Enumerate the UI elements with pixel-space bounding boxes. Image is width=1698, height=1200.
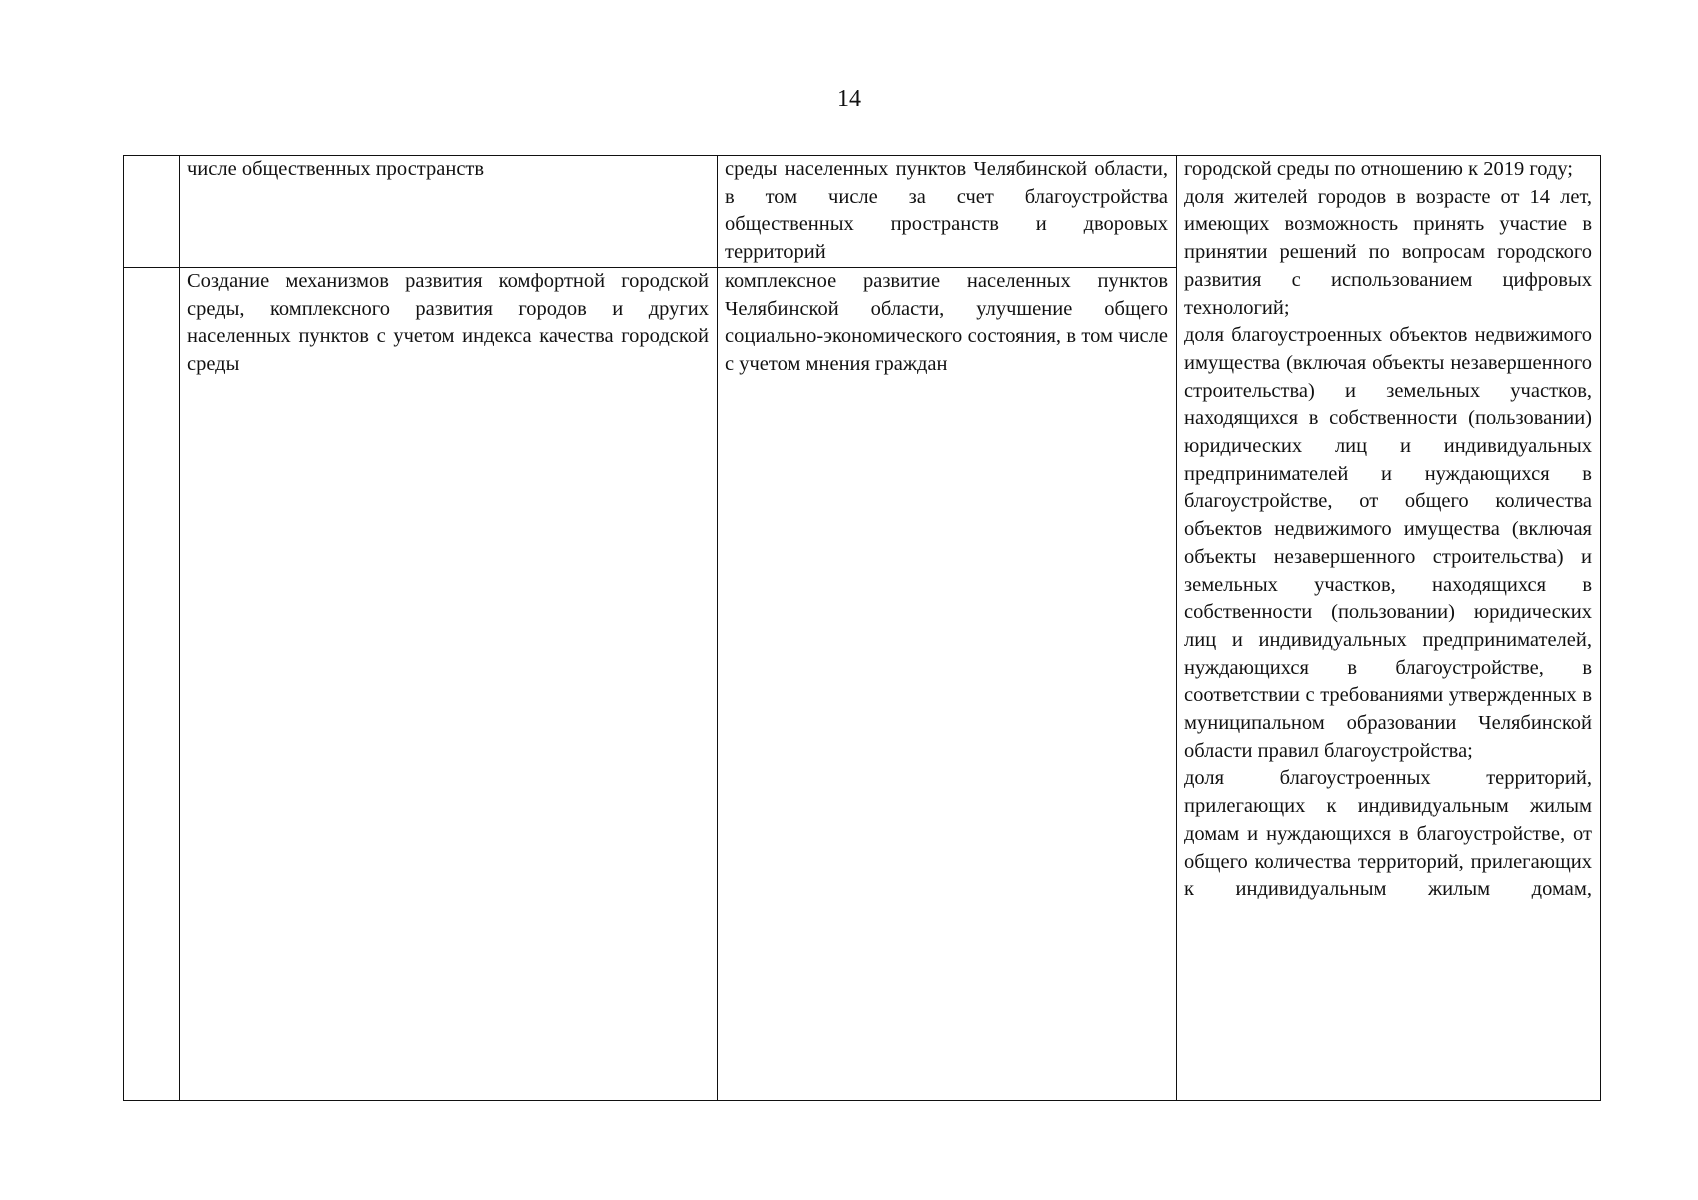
task-text: числе общественных пространств xyxy=(187,158,485,180)
task-text: Создание механизмов развития комфортной городской среды, комплексного развития городов и других населенных пунктов с учетом индекса качества городской среды xyxy=(187,269,709,375)
task-cell xyxy=(180,156,718,268)
table-row xyxy=(124,156,1601,268)
row-number-cell xyxy=(124,156,180,268)
goal-cell xyxy=(718,156,1177,268)
indicator-text: доля благоустроенных территорий, прилегающих к индивидуальным жилым домам и нуждающихся в благоустройстве, от общего количества территорий, прилегающих к индивидуальным жилым домам, xyxy=(1184,767,1592,901)
indicator-text: городской среды по отношению к 2019 году; xyxy=(1184,158,1573,180)
goal-text: комплексное развитие населенных пунктов Челябинской области, улучшение общего социально-экономического состояния, в том числе с учетом мнения граждан xyxy=(725,269,1168,375)
program-table xyxy=(123,155,1601,1101)
indicators-cell xyxy=(1177,156,1601,1101)
goal-text: среды населенных пунктов Челябинской области, в том числе за счет благоустройства общественных пространств и дворовых территорий xyxy=(725,158,1168,264)
indicator-text: доля жителей городов в возрасте от 14 лет, имеющих возможность принять участие в принятии решений по вопросам городского развития с использованием цифровых технологий; xyxy=(1184,185,1592,319)
row-number-cell xyxy=(124,267,180,1100)
page-number: 14 xyxy=(837,86,861,112)
task-cell xyxy=(180,267,718,1100)
goal-cell xyxy=(718,267,1177,1100)
indicator-text: доля благоустроенных объектов недвижимого имущества (включая объекты незавершенного строительства) и земельных участков, находящихся в собственности (пользовании) юридических лиц и индивидуальных предпринимателей и нуждающихся в благоустройстве, от общего количества объектов недвижимого имущества (включая объекты незавершенного строительства) и земельных участков, находящихся в собственности (пользовании) юридических лиц и индивидуальных предпринимателей, нуждающихся в благоустройстве, в соответствии с требованиями утвержденных в муниципальном образовании Челябинской области правил благоустройства; xyxy=(1184,324,1592,762)
